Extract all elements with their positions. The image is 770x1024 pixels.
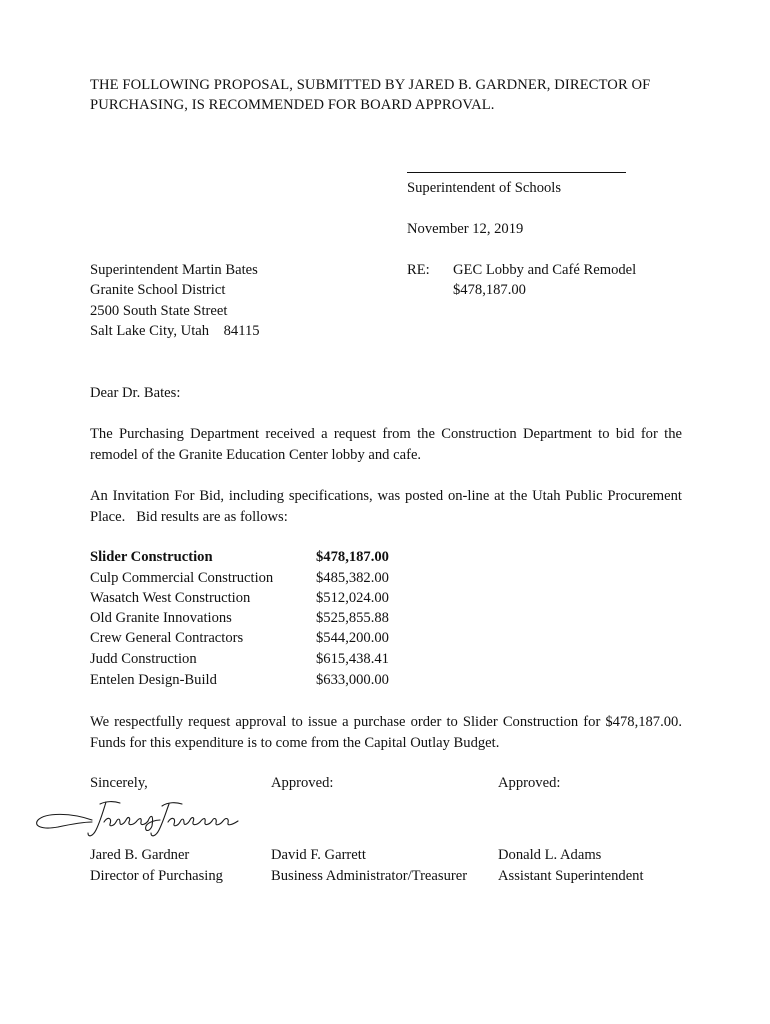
bid-name: Entelen Design-Build	[90, 672, 217, 688]
paragraph-request: The Purchasing Department received a request from the Construction Department to bid for the remodel of the Granite Education Center lobby and cafe.	[90, 426, 682, 463]
bid-amount: $512,024.00	[316, 590, 389, 606]
paragraph-invitation: An Invitation For Bid, including specifications, was posted on-line at the Utah Public Procurement Place. Bid results are as follows:	[90, 488, 686, 525]
proposal-heading: THE FOLLOWING PROPOSAL, SUBMITTED BY JARED B. GARDNER, DIRECTOR OF PURCHASING, IS RECOMMENDED FOR BOARD APPROVAL.	[90, 77, 651, 113]
handwritten-signature	[32, 796, 252, 842]
re-subject: GEC Lobby and Café Remodel	[453, 262, 637, 278]
bid-amount: $544,200.00	[316, 630, 389, 646]
address-line: Granite School District	[90, 282, 226, 298]
bid-name: Judd Construction	[90, 651, 197, 667]
paragraph-approval-request: We respectfully request approval to issue a purchase order to Slider Construction for $478,187.00. Funds for this expenditure is to come from the Capital Outlay Budget.	[90, 714, 682, 751]
signatory-name: Donald L. Adams	[498, 847, 602, 863]
closing-sincerely: Sincerely,	[90, 775, 148, 791]
address-line: 2500 South State Street	[90, 303, 228, 319]
re-amount: $478,187.00	[453, 282, 526, 298]
bid-name: Culp Commercial Construction	[90, 570, 274, 586]
bid-amount: $615,438.41	[316, 651, 389, 667]
signatory-title: Business Administrator/Treasurer	[271, 868, 468, 884]
closing-approved-1: Approved:	[271, 775, 334, 791]
bid-name: Wasatch West Construction	[90, 590, 251, 606]
re-label: RE:	[407, 262, 430, 278]
address-line: Superintendent Martin Bates	[90, 262, 258, 278]
bid-name: Slider Construction	[90, 549, 213, 565]
salutation: Dear Dr. Bates:	[90, 385, 181, 401]
signatory-name: Jared B. Gardner	[90, 847, 190, 863]
bid-amount: $525,855.88	[316, 610, 389, 626]
bid-amount: $633,000.00	[316, 672, 389, 688]
closing-approved-2: Approved:	[498, 775, 561, 791]
bid-amount: $485,382.00	[316, 570, 389, 586]
bid-name: Crew General Contractors	[90, 630, 244, 646]
superintendent-label: Superintendent of Schools	[407, 180, 562, 196]
bid-amount: $478,187.00	[316, 549, 389, 565]
signatory-title: Assistant Superintendent	[498, 868, 644, 884]
letter-date: November 12, 2019	[407, 221, 524, 237]
signatory-name: David F. Garrett	[271, 847, 366, 863]
bid-name: Old Granite Innovations	[90, 610, 232, 626]
signatory-title: Director of Purchasing	[90, 868, 223, 884]
superintendent-signature-line	[407, 172, 626, 173]
address-line: Salt Lake City, Utah 84115	[90, 323, 260, 339]
